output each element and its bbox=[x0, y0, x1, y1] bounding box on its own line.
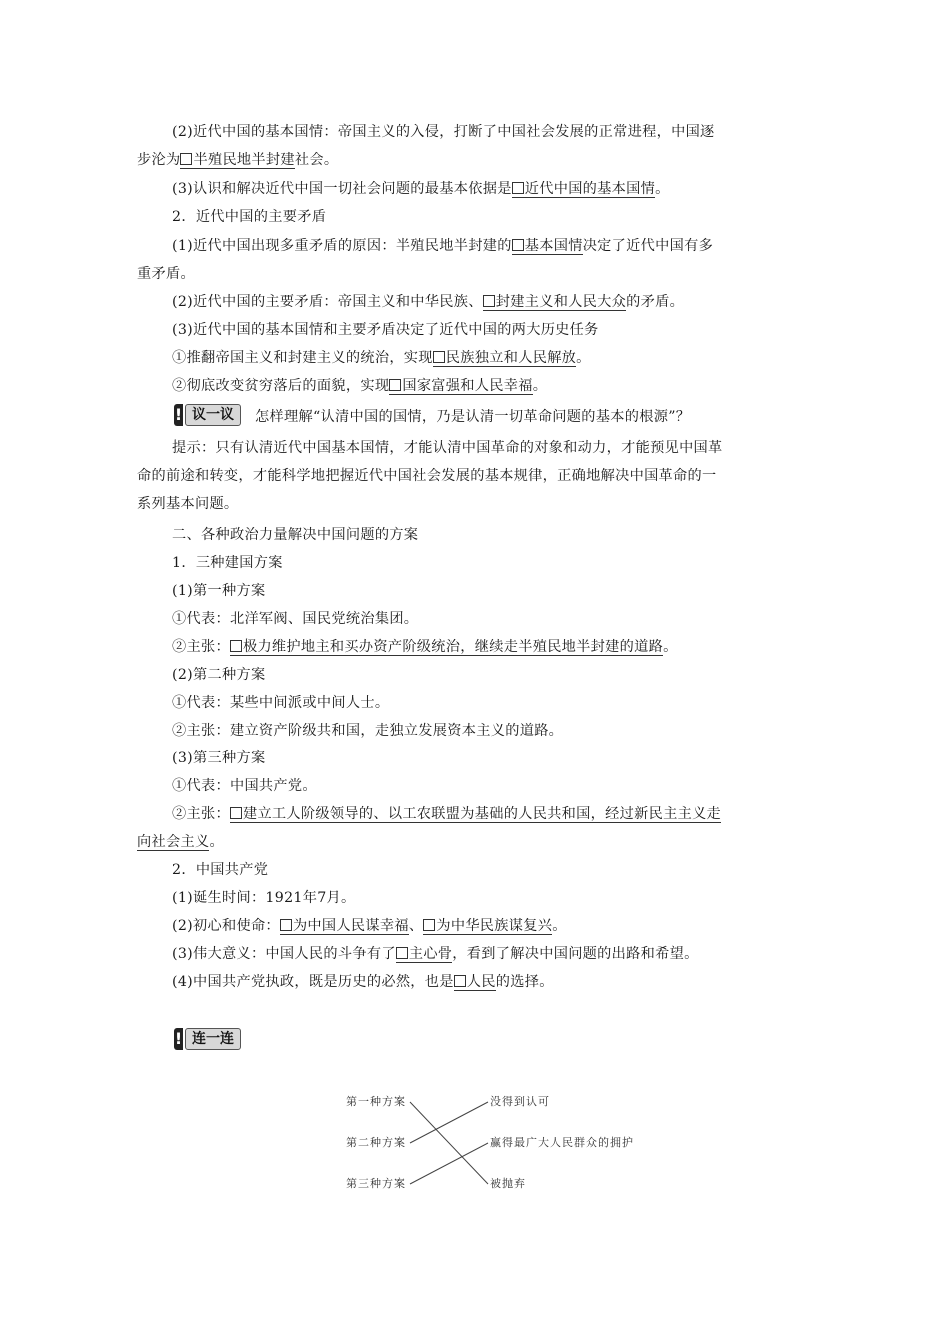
checkbox-icon bbox=[433, 351, 445, 363]
right-option: 被抛弃 bbox=[490, 1177, 526, 1190]
section-heading: 1．三种建国方案 bbox=[172, 555, 283, 571]
exclamation-icon: ! bbox=[174, 405, 183, 424]
paragraph: (2)近代中国的主要矛盾：帝国主义和中华民族、 封建主义和人民大众的矛盾。 bbox=[172, 294, 685, 310]
discuss-badge bbox=[174, 404, 241, 426]
right-option: 赢得最广大人民群众的拥护 bbox=[490, 1136, 634, 1149]
paragraph: 重矛盾。 bbox=[137, 266, 195, 282]
checkbox-icon bbox=[180, 153, 192, 165]
list-item: ②主张： 极力维护地主和买办资产阶级统治，继续走半殖民地半封建的道路。 bbox=[172, 639, 678, 655]
checkbox-icon bbox=[230, 807, 242, 819]
checkbox-icon bbox=[280, 919, 292, 931]
section-heading: 2．中国共产党 bbox=[172, 862, 269, 878]
answer-blank: 建立工人阶级领导的、以工农联盟为基础的人民共和国，经过新民主主义走 bbox=[230, 806, 721, 823]
checkbox-icon bbox=[512, 239, 524, 251]
answer-blank: 封建主义和人民大众 bbox=[483, 294, 626, 311]
paragraph: (3)近代中国的基本国情和主要矛盾决定了近代中国的两大历史任务 bbox=[172, 322, 599, 338]
checkbox-icon bbox=[396, 947, 408, 959]
match-badge bbox=[174, 1028, 241, 1050]
answer-blank: 基本国情 bbox=[512, 238, 583, 255]
subsection-heading: (2)第二种方案 bbox=[172, 667, 266, 683]
match-line-2-to-1 bbox=[410, 1102, 488, 1143]
answer-blank: 为中华民族谋复兴 bbox=[423, 918, 552, 935]
answer-blank: 民族独立和人民解放 bbox=[433, 350, 576, 367]
list-item-continued: 向社会主义。 bbox=[137, 834, 224, 850]
match-line-3-to-2 bbox=[410, 1143, 488, 1184]
paragraph: (2)近代中国的基本国情：帝国主义的入侵，打断了中国社会发展的正常进程，中国逐 bbox=[172, 124, 715, 140]
discuss-question: 怎样理解“认清中国的国情，乃是认清一切革命问题的基本的根源”？ bbox=[255, 409, 691, 425]
left-option: 第二种方案 bbox=[346, 1136, 406, 1149]
list-item: ①代表：某些中间派或中间人士。 bbox=[172, 695, 390, 711]
list-item: ①代表：北洋军阀、国民党统治集团。 bbox=[172, 611, 419, 627]
matching-diagram bbox=[330, 1085, 670, 1205]
list-item: ①推翻帝国主义和封建主义的统治，实现 民族独立和人民解放。 bbox=[172, 350, 591, 366]
answer-blank: 国家富强和人民幸福 bbox=[389, 378, 532, 395]
hint-paragraph: 系列基本问题。 bbox=[137, 496, 239, 512]
hint-paragraph: 提示：只有认清近代中国基本国情，才能认清中国革命的对象和动力，才能预见中国革 bbox=[172, 440, 723, 456]
match-line-1-to-3 bbox=[410, 1102, 488, 1184]
left-option: 第一种方案 bbox=[346, 1095, 406, 1108]
checkbox-icon bbox=[454, 975, 466, 987]
section-heading: 2．近代中国的主要矛盾 bbox=[172, 209, 327, 225]
exclamation-icon: ! bbox=[174, 1029, 183, 1048]
subsection-heading: (1)第一种方案 bbox=[172, 583, 266, 599]
list-item: ②彻底改变贫穷落后的面貌，实现 国家富强和人民幸福。 bbox=[172, 378, 548, 394]
answer-blank: 主心骨 bbox=[396, 946, 452, 963]
subsection-heading: (3)第三种方案 bbox=[172, 750, 266, 766]
answer-blank: 为中国人民谋幸福 bbox=[280, 918, 409, 935]
answer-blank: 极力维护地主和买办资产阶级统治，继续走半殖民地半封建的道路 bbox=[230, 639, 663, 656]
checkbox-icon bbox=[423, 919, 435, 931]
left-option: 第三种方案 bbox=[346, 1177, 406, 1190]
list-item: ①代表：中国共产党。 bbox=[172, 778, 317, 794]
hint-paragraph: 命的前途和转变，才能科学地把握近代中国社会发展的基本规律，正确地解决中国革命的一 bbox=[137, 468, 717, 484]
list-item: (4)中国共产党执政，既是历史的必然，也是 人民的选择。 bbox=[172, 974, 554, 990]
list-item: (2)初心和使命： 为中国人民谋幸福、 为中华民族谋复兴。 bbox=[172, 918, 567, 934]
checkbox-icon bbox=[512, 182, 524, 194]
list-item: (3)伟大意义：中国人民的斗争有了 主心骨，看到了解决中国问题的出路和希望。 bbox=[172, 946, 699, 962]
answer-blank: 人民 bbox=[454, 974, 496, 991]
checkbox-icon bbox=[389, 379, 401, 391]
right-option: 没得到认可 bbox=[490, 1095, 550, 1108]
list-item: (1)诞生时间：1921年7月。 bbox=[172, 890, 356, 906]
paragraph: (3)认识和解决近代中国一切社会问题的最基本依据是 近代中国的基本国情。 bbox=[172, 181, 670, 197]
answer-blank: 向社会主义 bbox=[137, 834, 210, 850]
section-title: 二、各种政治力量解决中国问题的方案 bbox=[172, 527, 419, 543]
paragraph: (1)近代中国出现多重矛盾的原因：半殖民地半封建的 基本国情决定了近代中国有多 bbox=[172, 238, 714, 254]
match-badge-label: 连一连 bbox=[185, 1028, 241, 1050]
answer-blank: 半殖民地半封建 bbox=[180, 152, 294, 169]
checkbox-icon bbox=[483, 295, 495, 307]
list-item: ②主张：建立资产阶级共和国，走独立发展资本主义的道路。 bbox=[172, 723, 564, 739]
paragraph: 步沦为 半殖民地半封建社会。 bbox=[137, 152, 339, 168]
discuss-badge-label: 议一议 bbox=[185, 404, 241, 426]
list-item: ②主张： 建立工人阶级领导的、以工农联盟为基础的人民共和国，经过新民主主义走 bbox=[172, 806, 722, 822]
checkbox-icon bbox=[230, 640, 242, 652]
answer-blank: 近代中国的基本国情 bbox=[512, 181, 655, 198]
